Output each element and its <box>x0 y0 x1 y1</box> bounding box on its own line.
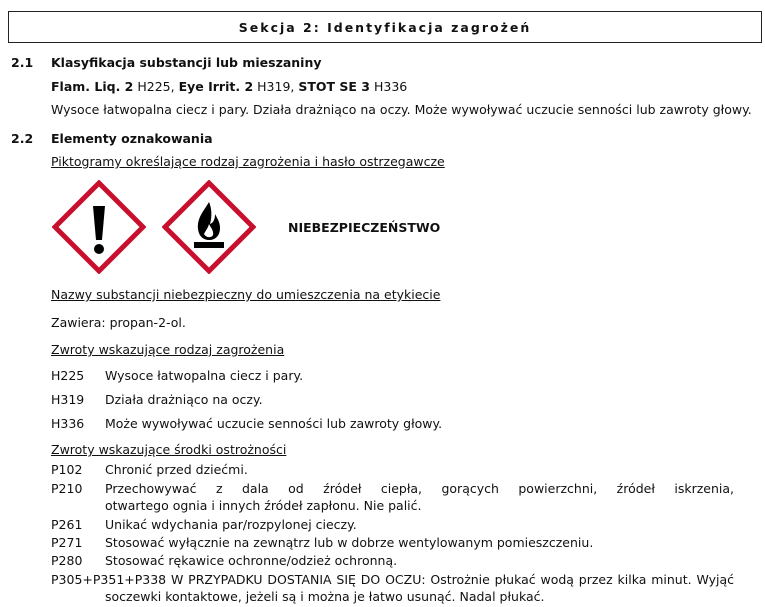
class-separator: , <box>290 79 299 94</box>
p305-statement-continued: soczewki kontaktowe, jeżeli są i można je łatwo usunąć. Nadal płukać. <box>105 589 545 604</box>
classification-description: Wysoce łatwopalna ciecz i pary. Działa drażniąco na oczy. Może wywoływać uczucie senności lub zawroty głowy. <box>51 102 752 117</box>
precaution-code: P261 <box>51 517 83 532</box>
precaution-text: Unikać wdychania par/rozpylonej cieczy. <box>105 517 357 532</box>
section-title: Sekcja 2: Identyfikacja zagrożeń <box>238 19 532 35</box>
precaution-text: Chronić przed dziećmi. <box>105 462 248 477</box>
hazard-code: H225 <box>51 368 85 383</box>
substance-names-heading: Nazwy substancji niebezpieczny do umieszczenia na etykiecie <box>51 287 441 302</box>
section-2-2-number: 2.2 <box>11 131 34 146</box>
class-separator: , <box>170 79 179 94</box>
contains-text: Zawiera: propan-2-ol. <box>51 315 186 330</box>
section-2-1-title: Klasyfikacja substancji lub mieszaniny <box>51 55 322 70</box>
precaution-text: Przechowywać z dala od źródeł ciepła, gorących powierzchni, źródeł iskrzenia, <box>105 481 734 496</box>
section-header <box>8 11 762 43</box>
precaution-text-continued: otwartego ognia i innych źródeł zapłonu. Nie palić. <box>105 498 422 513</box>
class-code: H336 <box>373 79 408 94</box>
precaution-text: Stosować rękawice ochronne/odzież ochronną. <box>105 553 398 568</box>
section-2-1-number: 2.1 <box>11 55 34 70</box>
precaution-code: P280 <box>51 553 83 568</box>
precaution-text: Stosować wyłącznie na zewnątrz lub w dobrze wentylowanym pomieszczeniu. <box>105 535 594 550</box>
class-code: H319 <box>257 79 291 94</box>
hazard-text: Może wywoływać uczucie senności lub zawroty głowy. <box>105 416 443 431</box>
class-name: Flam. Liq. 2 <box>51 79 134 94</box>
pictograms-heading: Piktogramy określające rodzaj zagrożenia i hasło ostrzegawcze <box>51 154 445 169</box>
hazard-code: H319 <box>51 392 85 407</box>
exclamation-pictogram-icon <box>52 180 146 274</box>
hazard-text: Działa drażniąco na oczy. <box>105 392 263 407</box>
section-2-2-title: Elementy oznakowania <box>51 131 213 146</box>
precaution-code: P210 <box>51 481 83 496</box>
precautionary-statements-heading: Zwroty wskazujące środki ostrożności <box>51 442 287 457</box>
class-name: STOT SE 3 <box>298 79 370 94</box>
class-name: Eye Irrit. 2 <box>178 79 254 94</box>
p305-statement: P305+P351+P338 W PRZYPADKU DOSTANIA SIĘ DO OCZU: Ostrożnie płukać wodą przez kilka minut. Wyjąć <box>51 572 734 587</box>
classification-line <box>51 79 407 95</box>
class-code: H225 <box>137 79 171 94</box>
precaution-code: P102 <box>51 462 83 477</box>
hazard-code: H336 <box>51 416 85 431</box>
precaution-code: P271 <box>51 535 83 550</box>
signal-word: NIEBEZPIECZEŃSTWO <box>288 220 441 235</box>
hazard-statements-heading: Zwroty wskazujące rodzaj zagrożenia <box>51 342 285 357</box>
flame-pictogram-icon <box>162 180 256 274</box>
hazard-text: Wysoce łatwopalna ciecz i pary. <box>105 368 304 383</box>
